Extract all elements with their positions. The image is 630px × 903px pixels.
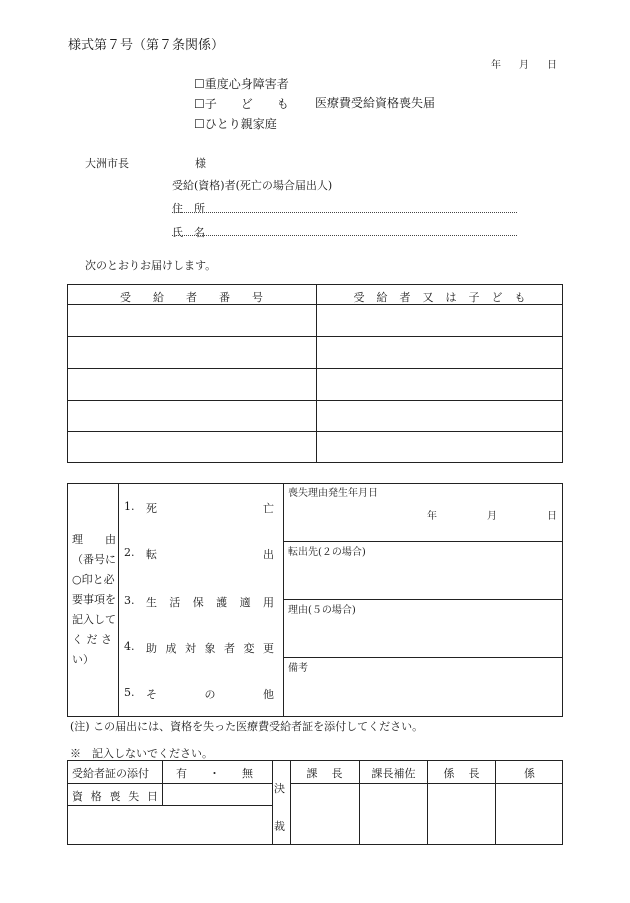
reason-text: 助 成 対 象 者 変 更 <box>146 642 274 655</box>
reason-item-3[interactable]: 3. 生 活 保 護 適 用 <box>124 594 274 609</box>
office-use-note: ※ 記入しないでください。 <box>70 747 213 760</box>
loss-date-field[interactable]: 年 月 日 <box>427 511 557 522</box>
cert-attach-label: 受給者証の添付 <box>72 767 149 780</box>
role-staff: 係 <box>524 767 535 780</box>
row-line <box>67 805 272 806</box>
reason-item-4[interactable]: 4. 助 成 対 象 者 変 更 <box>124 640 274 655</box>
row-line <box>67 400 563 401</box>
addressee: 大洲市長 <box>85 157 129 170</box>
reason-detail-divider <box>283 483 284 717</box>
moveout-label: 転出先(２の場合) <box>288 547 366 558</box>
row-line <box>67 783 272 784</box>
kessai-char-2: 裁 <box>274 820 285 833</box>
row-line <box>67 336 563 337</box>
month-label: 月 <box>519 60 529 71</box>
name-label: 氏 名 <box>172 226 205 239</box>
address-field[interactable] <box>172 212 517 213</box>
row-line <box>283 541 563 542</box>
reason-text: 転 出 <box>146 548 274 561</box>
row-line <box>67 431 563 432</box>
reason-item-1[interactable]: 1. 死 亡 <box>124 500 274 515</box>
category-checklist <box>194 74 289 134</box>
office-memo-field[interactable] <box>68 807 271 844</box>
intro-text: 次のとおりお届けします。 <box>85 259 217 272</box>
recipient-number-cell-4[interactable] <box>68 402 315 430</box>
recipient-name-cell-2[interactable] <box>317 338 562 367</box>
attachment-note: (注) この届出には、資格を失った医療費受給者証を添付してください。 <box>70 720 424 733</box>
row-line <box>283 657 563 658</box>
stamp-staff[interactable] <box>496 785 562 844</box>
stamp-section-chief[interactable] <box>291 785 358 844</box>
role-deputy-chief: 課長補佐 <box>371 767 416 780</box>
recipient-number-cell-3[interactable] <box>68 370 315 399</box>
reason-item-2[interactable]: 2. 転 出 <box>124 546 274 561</box>
category-disabled[interactable]: ☐重度心身障害者 <box>194 77 289 91</box>
stamp-subsection-chief[interactable] <box>428 785 494 844</box>
role-subsection-chief: 係長 <box>443 767 494 780</box>
reason-label-divider <box>118 483 119 717</box>
applicant-label: 受給(資格)者(死亡の場合届出人) <box>172 179 333 192</box>
year-label: 年 <box>491 60 501 71</box>
reason-text: 生 活 保 護 適 用 <box>146 596 274 609</box>
kessai-char-1: 決 <box>274 782 285 795</box>
cert-attach-value[interactable]: 有 ・ 無 <box>176 767 253 780</box>
recipient-number-cell-1[interactable] <box>68 306 315 335</box>
header-recipient-child: 受給者又は子ども <box>353 291 538 304</box>
loss-date-label: 喪失理由発生年月日 <box>288 488 378 499</box>
recipient-name-cell-5[interactable] <box>317 433 562 462</box>
reason-text: 死 亡 <box>146 502 274 515</box>
recipient-name-cell-3[interactable] <box>317 370 562 399</box>
header-recipient-number: 受給者番号 <box>120 291 285 304</box>
loss-date-office-field[interactable] <box>163 785 271 804</box>
row-line <box>290 783 563 784</box>
day-label: 日 <box>547 60 557 71</box>
recipient-number-cell-5[interactable] <box>68 433 315 462</box>
date-line <box>491 56 557 71</box>
row-line <box>283 599 563 600</box>
reason-label: 理 由 （番号に ○印と必 要事項を 記入して く だ さ い） <box>72 533 116 666</box>
category-child[interactable]: ☐子 ど も <box>194 97 289 111</box>
name-field[interactable] <box>172 235 517 236</box>
stamp-deputy-chief[interactable] <box>360 785 426 844</box>
loss-date-office-label: 資 格 喪 失 日 <box>72 790 158 803</box>
category-single-parent[interactable]: ☐ひとり親家庭 <box>194 117 277 131</box>
reason5-label: 理由(５の場合) <box>288 605 356 616</box>
reason-item-5[interactable]: 5. そ の 他 <box>124 686 274 701</box>
honorific: 様 <box>195 157 206 170</box>
remarks-label: 備考 <box>288 663 308 674</box>
form-title: 医療費受給資格喪失届 <box>315 96 436 110</box>
address-label: 住 所 <box>172 202 205 215</box>
recipient-number-cell-2[interactable] <box>68 338 315 367</box>
role-section-chief: 課長 <box>306 767 357 780</box>
row-line <box>67 368 563 369</box>
col-line <box>272 760 273 845</box>
form-number: 様式第７号（第７条関係） <box>68 38 225 53</box>
recipient-name-cell-1[interactable] <box>317 306 562 335</box>
reason-text: そ の 他 <box>146 688 274 701</box>
recipient-name-cell-4[interactable] <box>317 402 562 430</box>
